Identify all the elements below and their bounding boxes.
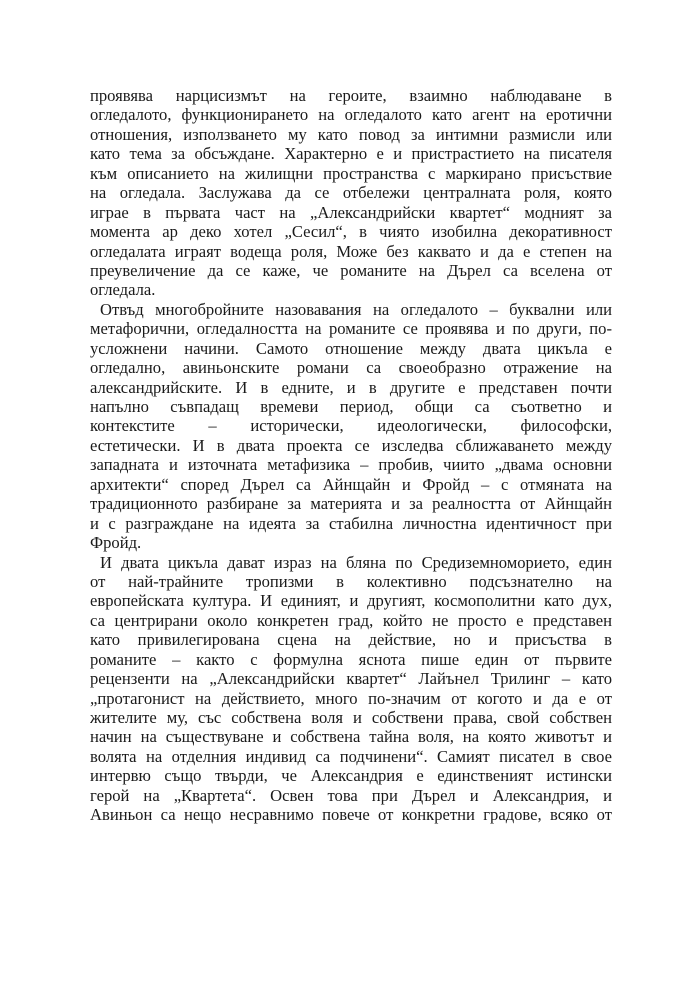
text-line: западната и източната метафизика – пробив, чиито „двама основни bbox=[90, 455, 612, 475]
text-line: огледала. bbox=[90, 280, 156, 300]
text-line: и с разграждане на идеята за стабилна личностна идентичност при bbox=[90, 513, 612, 533]
body-text bbox=[90, 86, 612, 825]
text-line: рецензенти на „Александрийски квартет“ Лайънел Трилинг – като bbox=[90, 669, 612, 689]
text-line: метафорични, огледалността на романите се проявява и по други, по- bbox=[90, 319, 612, 339]
text-line: традиционното разбиране за материята и за реалността от Айнщайн bbox=[90, 494, 612, 514]
text-line: И двата цикъла дават израз на бляна по Средиземноморието, един bbox=[100, 552, 612, 572]
paragraph bbox=[90, 86, 612, 300]
text-line: „протагонист на действието, много по-значим от когото и да е от bbox=[90, 688, 612, 708]
text-line: Авиньон са нещо несравнимо повече от конкретни градове, всяко от bbox=[90, 805, 612, 825]
text-line: играе в първата част на „Александрийски квартет“ модният за bbox=[90, 202, 612, 222]
text-line: огледалото, функционирането на огледалото като агент на еротични bbox=[90, 105, 612, 125]
text-line: романите – както с формулна яснота пише един от първите bbox=[90, 649, 612, 669]
text-line: контекстите – исторически, идеологически, философски, bbox=[90, 416, 612, 436]
text-line: като привилегирована сцена на действие, но и присъства в bbox=[90, 630, 612, 650]
text-line: проявява нарцисизмът на героите, взаимно наблюдаване в bbox=[90, 86, 612, 105]
text-line: огледалата играят водеща роля, Може без каквато и да е степен на bbox=[90, 241, 612, 261]
text-line: Фройд. bbox=[90, 533, 142, 553]
text-line: архитекти“ според Дърел са Айнщайн и Фройд – с отмяната на bbox=[90, 474, 612, 494]
text-line: на огледала. Заслужава да се отбележи централната роля, която bbox=[90, 183, 612, 203]
text-line: начин на съществуване и собствена тайна воля, на която животът и bbox=[90, 727, 612, 747]
text-line: като тема за обсъждане. Характерно е и пристрастието на писателя bbox=[90, 144, 612, 164]
paragraph bbox=[90, 300, 612, 553]
text-line: към описанието на жилищни пространства с маркирано присъствие bbox=[90, 163, 612, 183]
text-line: интервю също твърди, че Александрия е единственият истински bbox=[90, 766, 612, 786]
text-line: естетически. И в двата проекта се изследва сближаването между bbox=[90, 435, 612, 455]
paragraph bbox=[90, 553, 612, 825]
text-line: отношения, използването му като повод за интимни размисли или bbox=[90, 124, 612, 144]
text-line: момента ар деко хотел „Сесил“, в чиято изобилна декоративност bbox=[90, 222, 612, 242]
text-line: са центрирани около конкретен град, който не просто е представен bbox=[90, 610, 612, 630]
text-line: европейската култура. И единият, и другият, космополитни като дух, bbox=[90, 591, 612, 611]
text-line: от най-трайните тропизми в колективно подсъзнателно на bbox=[90, 571, 612, 591]
text-line: огледално, авиньонските романи са своеобразно отражение на bbox=[90, 358, 612, 378]
text-line: александрийските. И в едните, и в другите е представен почти bbox=[90, 377, 612, 397]
text-line: преувеличение да се каже, че романите на Дърел са вселена от bbox=[90, 260, 612, 280]
text-line: жителите му, със собствена воля и собствени права, свой собствен bbox=[90, 708, 612, 727]
text-line: Отвъд многобройните назовавания на огледалото – буквални или bbox=[100, 299, 612, 319]
text-line: герой на „Квартета“. Освен това при Дърел и Александрия, и bbox=[90, 785, 612, 805]
text-line: усложнени начини. Самото отношение между двата цикъла е bbox=[90, 338, 612, 358]
text-line: напълно съвпадащ времеви период, общи са съответно и bbox=[90, 397, 612, 416]
text-line: волята на отделния индивид са подчинени“. Самият писател в свое bbox=[90, 746, 612, 766]
